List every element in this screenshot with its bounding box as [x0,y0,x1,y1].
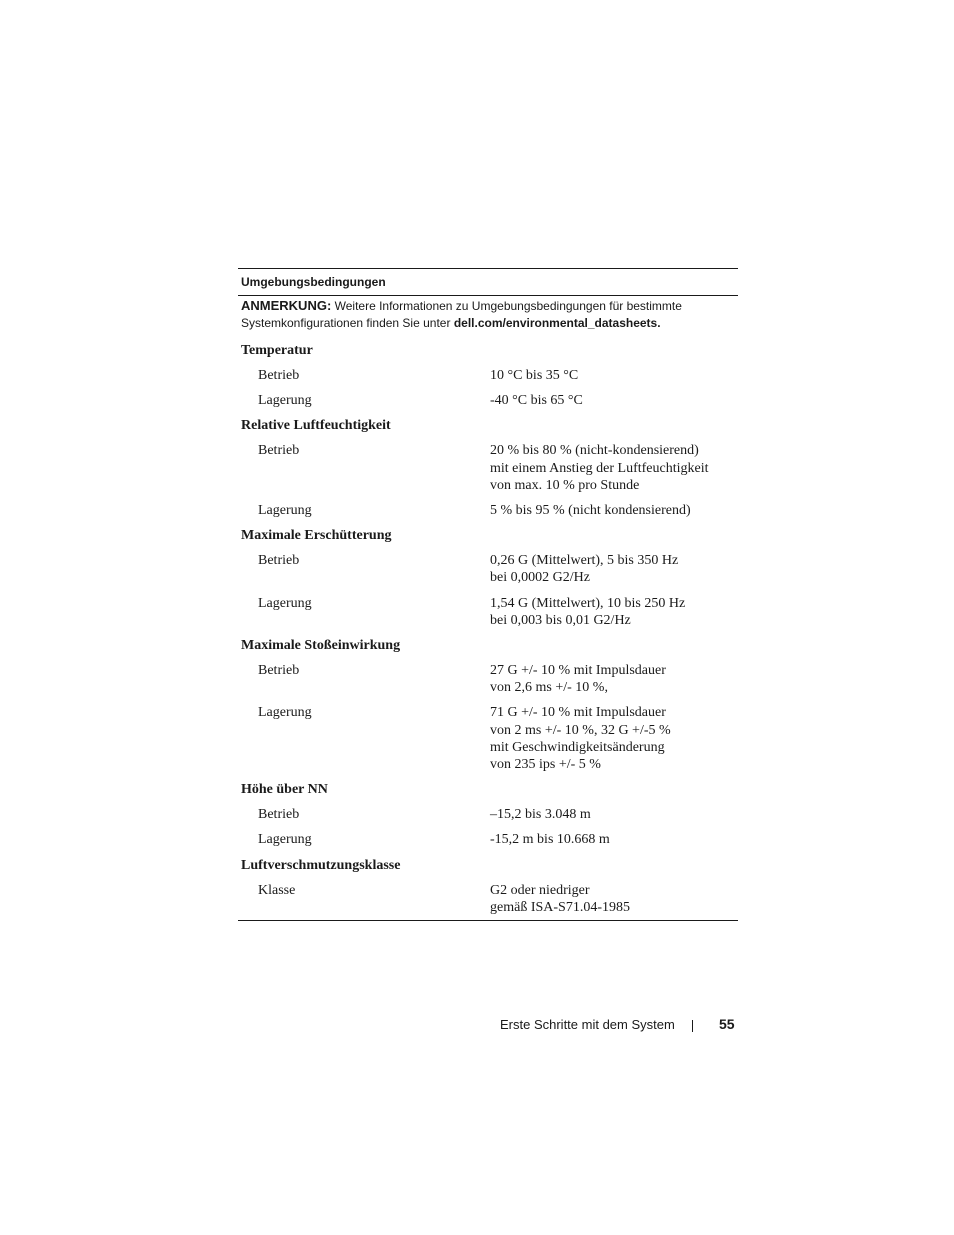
section-title: Temperatur [241,343,313,358]
spec-row [238,591,738,633]
spec-row [238,438,738,498]
spec-row [238,548,738,590]
spec-label: Betrieb [258,368,300,383]
table-heading: Umgebungsbedingungen [241,275,386,289]
spec-row [238,700,738,777]
section-title: Höhe über NN [241,782,328,798]
spec-value: 1,54 G (Mittelwert), 10 bis 250 Hz bei 0,003 bis 0,01 G2/Hz [490,595,686,628]
spec-value: 0,26 G (Mittelwert), 5 bis 350 Hz bei 0,0002 G2/Hz [490,553,679,586]
spec-value: G2 oder niedriger gemäß ISA-S71.04-1985 [490,882,630,915]
page-number: 55 [719,1016,735,1032]
spec-value: 10 °C bis 35 °C [490,368,579,383]
spec-label: Betrieb [258,663,300,679]
spec-row [238,388,738,413]
spec-value: -40 °C bis 65 °C [490,393,583,409]
spec-value: –15,2 bis 3.048 m [490,807,591,823]
note-label: ANMERKUNG: [241,298,332,313]
section-title: Maximale Stoßeinwirkung [241,638,401,654]
spec-label: Klasse [258,882,296,898]
spec-value: 71 G +/- 10 % mit Impulsdauer von 2 ms +/- 10 %, 32 G +/-5 % mit Geschwindigkeitsänderung von 235 ips +/- 5 % [490,705,671,773]
note-text: Weitere Informationen zu Umgebungsbedingungen für bestimmte Systemkonfigurationen finden Sie unter [241,299,682,330]
spec-row [238,363,738,388]
spec-value: -15,2 m bis 10.668 m [490,832,610,848]
section-title: Luftverschmutzungsklasse [241,857,401,873]
spec-row [238,658,738,700]
spec-sections [238,338,738,920]
spec-label: Lagerung [258,595,312,611]
spec-label: Lagerung [258,503,312,519]
note [238,296,738,332]
spec-label: Betrieb [258,553,300,569]
spec-label: Lagerung [258,705,312,721]
spec-row [238,498,738,523]
spec-label: Betrieb [258,807,300,823]
spec-value: 20 % bis 80 % (nicht-kondensierend) mit einem Anstieg der Luftfeuchtigkeit von max. 10 % pro Stunde [490,443,709,493]
section-title: Relative Luftfeuchtigkeit [241,418,391,434]
spec-value: 27 G +/- 10 % mit Impulsdauer von 2,6 ms +/- 10 %, [490,663,666,696]
footer-chapter-title: Erste Schritte mit dem System [500,1017,675,1032]
spec-row [238,827,738,852]
spec-row [238,802,738,827]
spec-label: Lagerung [258,832,312,848]
spec-row [238,878,738,920]
spec-value: 5 % bis 95 % (nicht kondensierend) [490,503,691,519]
footer-separator [692,1020,693,1032]
environmental-specs-table [238,268,738,921]
datasheets-link[interactable]: dell.com/environmental_datasheets. [453,316,661,330]
section-title: Maximale Erschütterung [241,528,392,544]
spec-label: Lagerung [258,393,312,409]
table-bottom-rule [238,920,738,921]
spec-label: Betrieb [258,443,300,459]
